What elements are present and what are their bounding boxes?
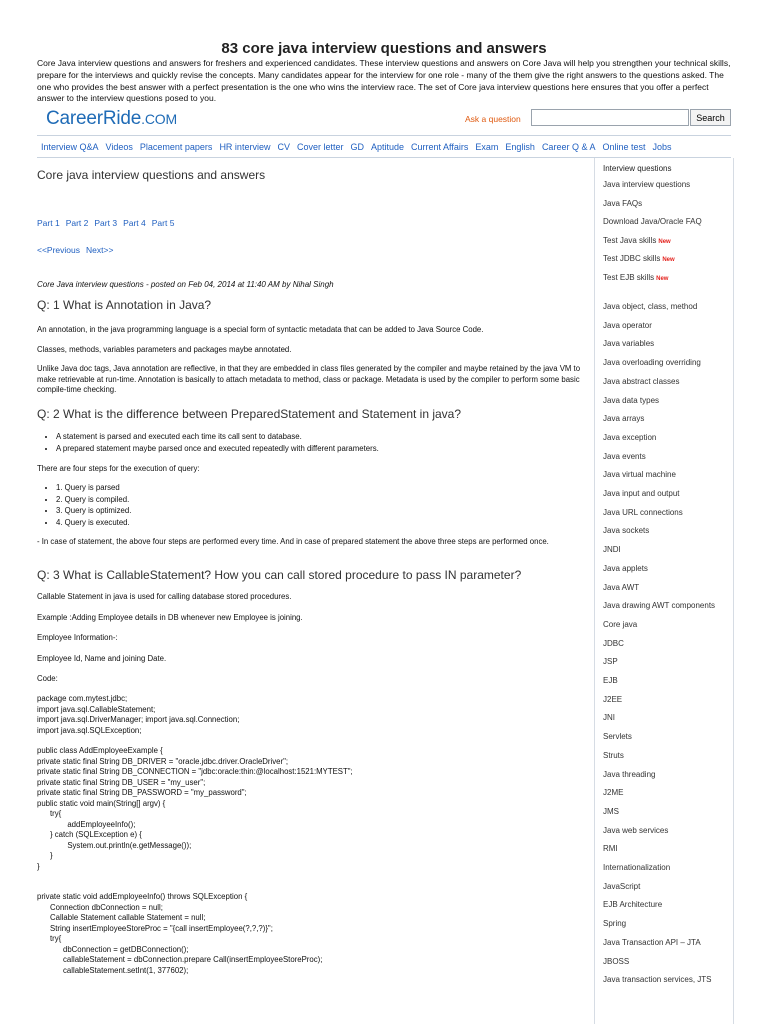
sidebar-item-java-overloading-overriding[interactable]: Java overloading overriding (603, 358, 701, 368)
sidebar-item-ejb-architecture[interactable]: EJB Architecture (603, 900, 663, 910)
part-link-2[interactable]: Part 2 (65, 218, 89, 228)
previous-link[interactable]: <<Previous (37, 245, 80, 255)
step-list (37, 482, 611, 528)
list-item: • 1. Query is parsed (56, 482, 611, 494)
sidebar-item-label: Java interview questions (603, 180, 691, 189)
sidebar-item-internationalization[interactable]: Internationalization (603, 863, 671, 872)
sidebar-item-spring[interactable]: Spring (603, 919, 627, 929)
sidebar (594, 158, 734, 1024)
list-item: • A prepared statement maybe parsed once and executed repeatedly with different parameters. (56, 443, 611, 455)
sidebar-item-java-arrays[interactable]: Java arrays (603, 414, 645, 424)
sidebar-item-test-jdbc-skills[interactable] (603, 254, 675, 263)
logo-suffix: .COM (141, 111, 177, 127)
nav-item-hr-interview[interactable]: HR interview (219, 142, 271, 152)
list-item: • 2. Query is compiled. (56, 494, 611, 506)
sidebar-item-servlets[interactable]: Servlets (603, 732, 632, 742)
nav-item-exam[interactable]: Exam (475, 142, 499, 152)
sidebar-item-java-variables[interactable]: Java variables (603, 339, 655, 349)
pager (37, 245, 592, 255)
sidebar-item-label: Java FAQs (603, 198, 643, 208)
sidebar-item-jsp[interactable]: JSP (603, 657, 618, 667)
sidebar-item-jdbc[interactable]: JDBC (603, 638, 624, 648)
sidebar-item-core-java[interactable]: Core java (603, 619, 638, 629)
sidebar-item-java-drawing-awt-components[interactable]: Java drawing AWT components (603, 601, 716, 611)
paragraph: Callable Statement in java is used for calling database stored procedures. (37, 592, 292, 601)
logo-text: CareerRide (46, 108, 142, 129)
sidebar-item-java-web-services[interactable]: Java web services (603, 825, 669, 835)
sidebar-item-javascript[interactable]: JavaScript (603, 881, 641, 891)
sidebar-item-java-data-types[interactable]: Java data types (603, 395, 660, 405)
new-badge: New (662, 257, 675, 264)
nav-item-gd[interactable]: GD (350, 142, 364, 152)
sidebar-item-jni[interactable]: JNI (603, 713, 615, 723)
nav-item-cover-letter[interactable]: Cover letter (296, 142, 344, 152)
question-3-heading: Q: 3 What is CallableStatement? How you can call stored procedure to pass IN parameter? (37, 568, 522, 582)
sidebar-item-java-threading[interactable]: Java threading (603, 769, 656, 779)
sidebar-item-download-java-oracle-faq[interactable] (603, 217, 702, 226)
part-link-3[interactable]: Part 3 (94, 218, 118, 228)
sidebar-item-java-virtual-machine[interactable]: Java virtual machine (603, 470, 676, 480)
sidebar-item-java-exception[interactable]: Java exception (603, 432, 657, 442)
sidebar-item-java-input-and-output[interactable]: Java input and output (603, 489, 680, 498)
question-2-heading: Q: 2 What is the difference between PreparedStatement and Statement in java? (37, 407, 462, 421)
sidebar-item-java-url-connections[interactable]: Java URL connections (603, 507, 683, 517)
new-badge: New (658, 238, 671, 245)
paragraph: Code: (37, 674, 58, 683)
part-link-1[interactable]: Part 1 (37, 218, 60, 228)
sidebar-item-jms[interactable]: JMS (603, 806, 619, 816)
sidebar-item-ejb[interactable]: EJB (603, 676, 618, 685)
nav-item-english[interactable]: English (505, 142, 535, 152)
sidebar-item-java-transaction-services-jts[interactable]: Java transaction services, JTS (603, 975, 712, 985)
paragraph: - In case of statement, the above four steps are performed every time. And in case of prepared statement the above three steps are performed once. (37, 537, 549, 546)
paragraph: Employee Information-: (37, 633, 118, 642)
code-block: public class AddEmployeeExample { private static final String DB_DRIVER = "oracle.jdbc.driver.OracleDriver"; private static final String DB_CONNECTION = "jdbc:oracle:thin:@localhost:1521:MYTEST"; private static final String DB_USER = "my_user"; private static final String DB_PASSWORD = "my_password"; public static void main(String[] argv) { try{ addEmployeeInfo(); } catch (SQLException e) { System.out.println(e.getMessage()); } } (37, 746, 353, 871)
nav-item-videos[interactable]: Videos (105, 142, 133, 152)
sidebar-item-java-faqs[interactable] (603, 199, 642, 208)
list-item: • 4. Query is executed. (56, 517, 611, 529)
sidebar-item-java-interview-questions[interactable] (603, 180, 690, 189)
sidebar-item-test-ejb-skills[interactable] (603, 273, 668, 282)
sidebar-item-label: Test EJB skills (603, 273, 655, 282)
page-title: 83 core java interview questions and answers (221, 40, 547, 57)
paragraph: An annotation, in the java programming language is a special form of syntactic metadata that can be added to Java Source Code. (37, 325, 484, 334)
ask-question-link[interactable]: Ask a question (465, 114, 521, 124)
nav-item-jobs[interactable]: Jobs (652, 142, 672, 152)
nav-item-career-q-a[interactable]: Career Q & A (541, 142, 596, 152)
next-link[interactable]: Next>> (86, 245, 114, 255)
nav-item-aptitude[interactable]: Aptitude (371, 142, 405, 152)
sidebar-item-jndi[interactable]: JNDI (603, 545, 621, 555)
main-nav (41, 142, 679, 156)
header-divider (37, 135, 731, 136)
bullet-list (37, 431, 611, 454)
posted-info: Core Java interview questions - posted on Feb 04, 2014 at 11:40 AM by Nihal Singh (37, 280, 334, 289)
sidebar-item-j2ee[interactable]: J2EE (603, 694, 623, 704)
sidebar-item-java-object-class-method[interactable]: Java object, class, method (603, 302, 698, 311)
code-block: private static void addEmployeeInfo() throws SQLException { Connection dbConnection = null; Callable Statement callable Statement = null; String insertEmployeeStoreProc = "{call insertEmployee(?,?,?)}"; try{ dbConnection = getDBConnection(); callableStatement = dbConnection.prepare Call(insertEmployeeStoreProc); callableStatement.setInt(1, 377602); (37, 892, 323, 975)
paragraph: There are four steps for the execution of query: (37, 464, 200, 473)
sidebar-item-test-java-skills[interactable] (603, 236, 671, 245)
part-link-5[interactable]: Part 5 (151, 218, 175, 228)
part-link-4[interactable]: Part 4 (123, 218, 146, 228)
sidebar-item-jboss[interactable]: JBOSS (603, 956, 630, 966)
paragraph: Classes, methods, variables parameters and packages maybe annotated. (37, 345, 292, 354)
intro-paragraph: Core Java interview questions and answers for freshers and experienced candidates. These interview questions and answers on Core Java will help you strengthen your technical skills, prepare for the interviews and quickly revise the concepts. Many candidates appear for the interview for one role - many of the them give the right answers to the questions asked. The one who provides the best answer with a perfect presentation is the one who wins the interview race. The set of Core java interview questions here ensures that you offer a perfect answer to the interview questions posed to you. (37, 58, 731, 104)
nav-item-placement-papers[interactable]: Placement papers (139, 142, 213, 152)
sidebar-item-java-abstract-classes[interactable]: Java abstract classes (603, 376, 680, 386)
nav-item-current-affairs[interactable]: Current Affairs (411, 142, 469, 152)
nav-item-online-test[interactable]: Online test (602, 142, 646, 152)
search-input[interactable] (531, 109, 689, 126)
sidebar-item-struts[interactable]: Struts (603, 750, 624, 760)
sidebar-item-label: Test Java skills (603, 235, 657, 245)
sidebar-item-java-applets[interactable]: Java applets (603, 563, 648, 573)
paragraph: Unlike Java doc tags, Java annotation are reflective, in that they are embedded in class files generated by the compiler and maybe retained by the java VM to make retrievable at run-time. Annotation is basically to attach metadata to method, class or package. Metadata is used by the compiler to perform some basic compile-time checking. (37, 364, 581, 394)
new-badge: New (656, 276, 669, 282)
sidebar-item-j2me[interactable]: J2ME (603, 788, 624, 798)
question-1-heading: Q: 1 What is Annotation in Java? (37, 298, 212, 312)
list-item: • 3. Query is optimized. (56, 505, 611, 517)
sidebar-item-rmi[interactable]: RMI (603, 844, 618, 854)
sidebar-item-label: Test JDBC skills (603, 254, 661, 264)
paragraph: Employee Id, Name and joining Date. (37, 654, 167, 663)
sidebar-item-label: Download Java/Oracle FAQ (603, 217, 702, 227)
sidebar-item-java-events[interactable]: Java events (603, 451, 646, 461)
nav-item-interview-q-a[interactable]: Interview Q&A (41, 142, 99, 152)
nav-item-cv[interactable]: CV (277, 142, 290, 152)
sidebar-item-java-awt[interactable]: Java AWT (603, 582, 640, 592)
sidebar-heading: Interview questions (603, 164, 672, 173)
sidebar-item-java-operator[interactable]: Java operator (603, 320, 652, 330)
article-heading: Core java interview questions and answers (37, 168, 266, 182)
sidebar-item-java-sockets[interactable]: Java sockets (603, 526, 650, 536)
paragraph: Example :Adding Employee details in DB whenever new Employee is joining. (37, 613, 303, 622)
list-item: • A statement is parsed and executed each time its call sent to database. (56, 431, 611, 443)
parts-nav (37, 218, 592, 228)
site-logo[interactable] (46, 108, 177, 130)
sidebar-item-java-transaction-api-jta[interactable]: Java Transaction API – JTA (603, 937, 701, 947)
search-button[interactable]: Search (690, 109, 731, 126)
code-block: package com.mytest.jdbc; import java.sql.CallableStatement; import java.sql.DriverManager; import java.sql.Connection; import java.sql.SQLException; (37, 694, 240, 735)
